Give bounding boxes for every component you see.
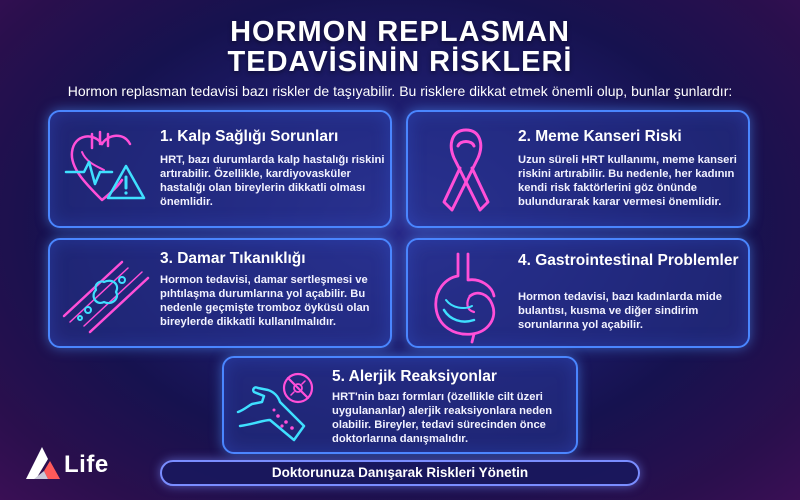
card-text: HRT, bazı durumlarda kalp hastalığı riskini artırabilir. Özellikle, kardiyovasküler hastalığı olan bireylerin dikkatli olması önemlidir. — [160, 154, 385, 208]
card-heading: 3. Damar Tıkanıklığı — [160, 250, 306, 267]
footer-banner: Doktorunuza Danışarak Riskleri Yönetin — [160, 460, 640, 486]
card-text: Uzun süreli HRT kullanımı, meme kanseri riskini artırabilir. Bu nedenle, her kadının kendi risk faktörlerini göz önünde bulundurarak karar vermesi önemlidir. — [518, 154, 737, 208]
brand-logo — [24, 441, 124, 485]
awareness-ribbon-icon — [426, 122, 506, 220]
logo-text: Life — [64, 451, 109, 478]
life-logo-icon — [24, 443, 62, 483]
risk-card-breast-cancer — [406, 110, 750, 228]
card-heading: 2. Meme Kanseri Riski — [518, 128, 682, 145]
risk-card-heart — [48, 110, 392, 228]
card-heading: 4. Gastrointestinal Problemler — [518, 252, 739, 269]
intro-text: Hormon replasman tedavisi bazı riskler de taşıyabilir. Bu risklere dikkat etmek önemli olup, bunlar şunlardır: — [67, 83, 733, 99]
card-text: Hormon tedavisi, damar sertleşmesi ve pıhtılaşma durumlarına yol açabilir. Bu nedenle geçmişte tromboz öyküsü olan bireylerde dikkatli kullanılmalıdır. — [160, 274, 370, 328]
stomach-icon — [422, 246, 506, 344]
card-heading: 5. Alerjik Reaksiyonlar — [332, 368, 497, 385]
blood-vessel-clot-icon — [60, 252, 152, 338]
risk-card-vascular — [48, 238, 392, 348]
page-title-line-2: TEDAVİSİNİN RİSKLERİ — [227, 46, 573, 78]
card-text: HRT'nin bazı formları (özellikle cilt üzeri uygulananlar) alerjik reaksiyonlara neden olabilir. Bireyler, tedavi sürecinden önce doktorlarına danışmalıdır. — [332, 391, 553, 445]
risk-card-gastro — [406, 238, 750, 348]
card-text: Hormon tedavisi, bazı kadınlarda mide bulantısı, kusma ve diğer sindirim sorunlarına yol açabilir. — [518, 291, 722, 331]
heart-warning-icon — [56, 122, 152, 218]
page-title-line-1: HORMON REPLASMAN — [230, 16, 570, 48]
card-heading: 1. Kalp Sağlığı Sorunları — [160, 128, 339, 145]
risk-card-allergy — [222, 356, 578, 454]
allergic-arm-icon — [234, 366, 320, 448]
